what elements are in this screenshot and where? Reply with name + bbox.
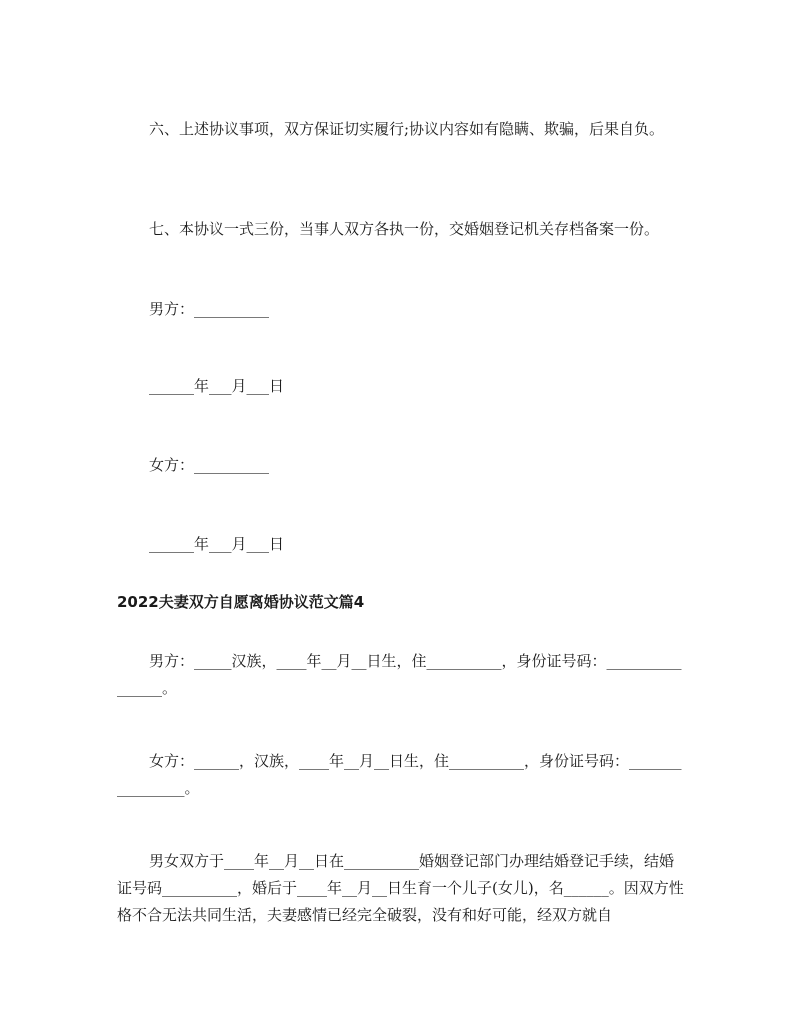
marriage-paragraph: 男女双方于____年__月__日在__________婚姻登记部门办理结婚登记手续，结婚证号码__________，婚后于____年__月__日生育一个儿子(女儿)，名______。因双方性格不合无法共同生活，夫妻感情已经完全破裂，没有和好可能，经双方就自: [117, 852, 684, 924]
female-date-line: ______年___月___日: [149, 535, 285, 553]
female-signature-line: 女方：__________: [149, 456, 270, 474]
male-signature-line: 男方：__________: [149, 300, 270, 318]
clause-seven-paragraph: 七、本协议一式三份，当事人双方各执一份，交婚姻登记机关存档备案一份。: [149, 220, 660, 238]
male-date-line: ______年___月___日: [149, 377, 285, 395]
clause-six-paragraph: 六、上述协议事项，双方保证切实履行;协议内容如有隐瞒、欺骗，后果自负。: [149, 120, 665, 138]
section-heading: 2022夫妻双方自愿离婚协议范文篇4: [117, 593, 365, 611]
male-party-paragraph: 男方：_____汉族，____年__月__日生，住__________，身份证号码：________________。: [117, 652, 682, 697]
female-party-paragraph: 女方：______，汉族，____年__月__日生，住__________，身份证号码：________________。: [117, 752, 682, 797]
